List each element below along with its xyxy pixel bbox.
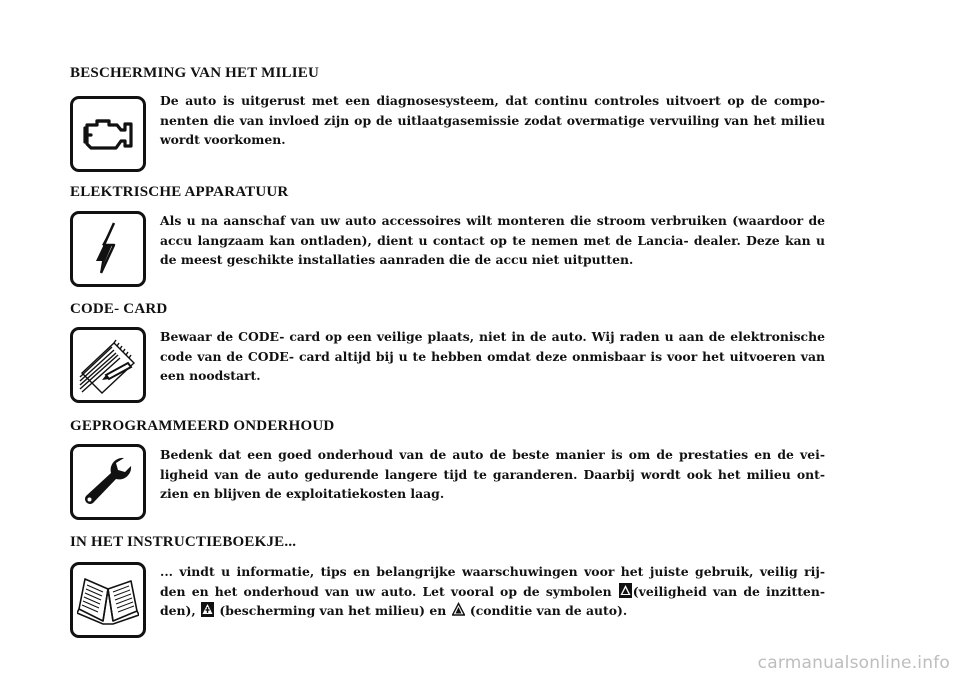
vehicle-condition-symbol-icon <box>452 602 465 617</box>
lightning-icon <box>88 219 128 279</box>
paragraph-instructieboekje <box>160 562 825 621</box>
paragraph-elektrische-apparatuur: Als u na aanschaf van uw auto accessoires wilt monteren die stroom verbruiken (waardoor de accu langzaam kan ontladen), dient u contact op te nemen met de Lancia- dealer. Deze kan u de meest geschikte installaties aanraden die de accu niet uitputten. <box>160 213 825 267</box>
heading-instructieboekje: IN HET INSTRUCTIEBOEKJE... <box>70 534 297 550</box>
code-card-icon-box <box>70 327 146 403</box>
open-book-icon <box>77 575 139 625</box>
heading-elektrische-apparatuur: ELEKTRISCHE APPARATUUR <box>70 184 289 200</box>
wrench-icon <box>80 454 136 510</box>
code-card-icon <box>76 333 140 397</box>
paragraph-code-card: Bewaar de CODE- card op een veilige plaats, niet in de auto. Wij raden u aan de elektronische code van de CODE- card altijd bij u te hebben omdat deze onmisbaar is voor het uitvoeren van een noodstart. <box>160 329 825 383</box>
paragraph-bescherming-milieu: De auto is uitgerust met een diagnosesysteem, dat continu controles uitvoert op de compo- nenten die van invloed zijn op de uitlaatgasemissie zodat overmatige vervuiling van het milieu wordt voorkomen. <box>160 93 825 147</box>
instructie-text-1: ... vindt u informatie, tips en belangrijke waarschuwingen voor het juiste gebruik, veilig rij- den en het onderhoud van uw auto. Let vooral op de symbolen <box>160 564 825 599</box>
instructie-text-2: (veiligheid van de inzitten- den), <box>160 583 825 618</box>
engine-icon-box <box>70 96 146 172</box>
wrench-icon-box <box>70 444 146 520</box>
heading-bescherming-milieu: BESCHERMING VAN HET MILIEU <box>70 65 320 81</box>
heading-code-card: CODE- CARD <box>70 301 168 317</box>
lightning-icon-box <box>70 211 146 287</box>
environment-symbol-icon <box>201 602 214 617</box>
heading-geprogrammeerd-onderhoud: GEPROGRAMMEERD ONDERHOUD <box>70 418 335 434</box>
open-book-icon-box <box>70 562 146 638</box>
safety-occupants-symbol-icon <box>619 583 632 598</box>
instructie-text-4: (conditie van de auto). <box>469 603 628 618</box>
engine-icon <box>81 114 135 154</box>
instructie-text-3: (bescherming van het milieu) en <box>219 603 447 618</box>
paragraph-geprogrammeerd-onderhoud: Bedenk dat een goed onderhoud van de auto de beste manier is om de prestaties en de vei- ligheid van de auto gedurende langere tijd te garanderen. Daarbij wordt ook het milieu ont- zien en blijven de exploitatiekosten laag. <box>160 447 825 501</box>
watermark-footer: carmanualsonline.info <box>757 653 950 673</box>
